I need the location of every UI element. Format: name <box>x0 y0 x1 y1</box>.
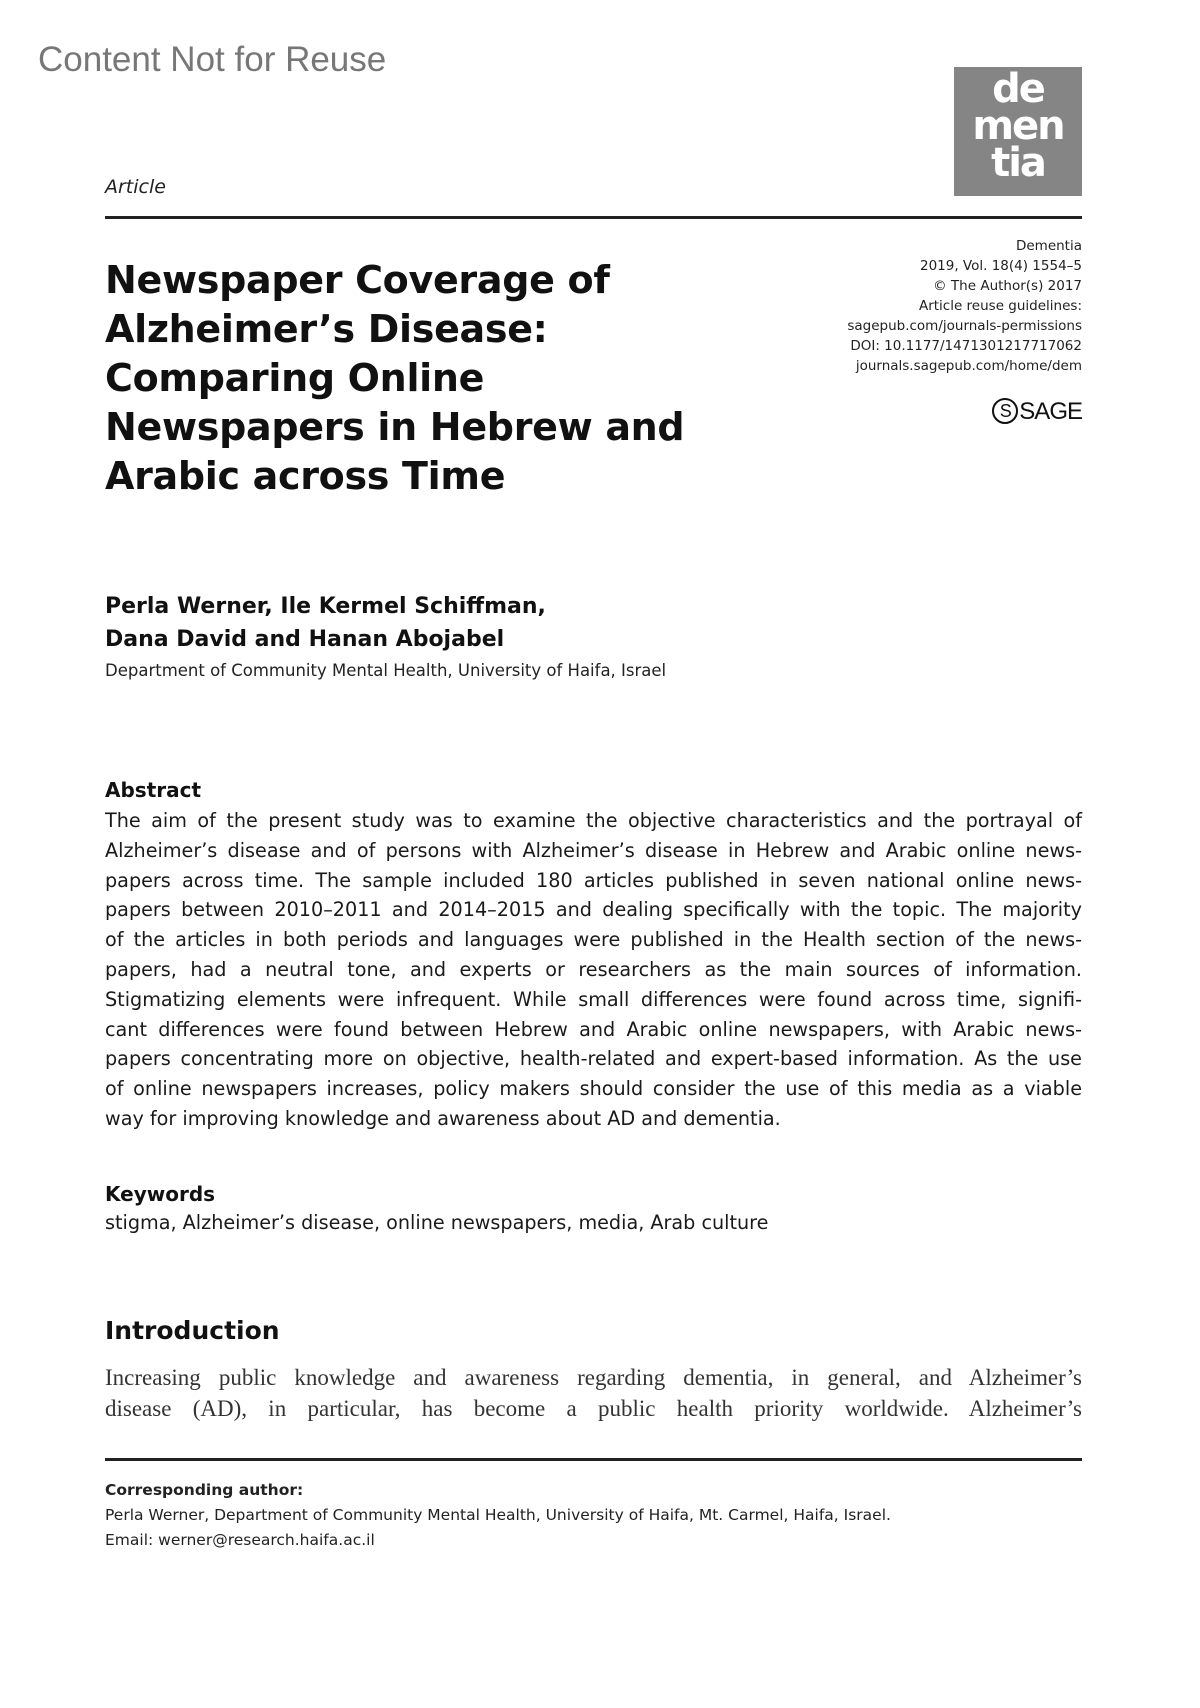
journal-homepage-link[interactable]: journals.sagepub.com/home/dem <box>855 358 1082 374</box>
abstract-line: papers, had a neutral tone, and experts or researchers as the main sources of information. <box>105 957 1082 981</box>
intro-line: Increasing public knowledge and awareness regarding dementia, in general, and Alzheimer’s <box>105 1365 1082 1390</box>
title-line: Newspaper Coverage of <box>105 258 610 302</box>
sage-s-icon: S <box>992 398 1018 424</box>
abstract-line: of online newspapers increases, policy makers should consider the use of this media as a viable <box>105 1077 1082 1101</box>
abstract-line: Alzheimer’s disease and of persons with Alzheimer’s disease in Hebrew and Arabic online news- <box>105 838 1082 862</box>
title-line: Newspapers in Hebrew and <box>105 405 685 449</box>
volume-info: 2019, Vol. 18(4) 1554–5 <box>919 258 1082 274</box>
article-title <box>105 256 745 501</box>
corresponding-email[interactable]: Email: werner@research.haifa.ac.il <box>105 1531 375 1549</box>
introduction-body <box>105 1362 1082 1424</box>
abstract-line: of the articles in both periods and languages were published in the Health section of the news- <box>105 928 1082 952</box>
footnote-divider <box>105 1458 1082 1461</box>
intro-line: disease (AD), in particular, has become a public health priority worldwide. Alzheimer’s <box>105 1396 1082 1421</box>
title-line: Comparing Online <box>105 356 485 400</box>
abstract-line: cant differences were found between Hebrew and Arabic online newspapers, with Arabic news- <box>105 1017 1082 1041</box>
journal-metadata <box>847 236 1082 376</box>
sage-logo <box>992 398 1082 426</box>
abstract-line: papers across time. The sample included 180 articles published in seven national online news- <box>105 868 1082 892</box>
journal-name: Dementia <box>1015 238 1082 254</box>
logo-line: men <box>972 103 1064 149</box>
abstract-line: Stigmatizing elements were infrequent. While small differences were found across time, signifi- <box>105 987 1082 1011</box>
authors-line: Dana David and Hanan Abojabel <box>105 627 505 652</box>
abstract-line: way for improving knowledge and awareness about AD and dementia. <box>105 1106 781 1130</box>
author-list <box>105 590 546 656</box>
keywords-list: stigma, Alzheimer’s disease, online newspapers, media, Arab culture <box>105 1211 769 1234</box>
logo-line: tia <box>991 140 1045 186</box>
article-type-label: Article <box>105 176 166 198</box>
authors-line: Perla Werner, Ile Kermel Schiffman, <box>105 594 546 619</box>
introduction-heading: Introduction <box>105 1316 280 1345</box>
title-line: Arabic across Time <box>105 454 506 498</box>
abstract-line: papers between 2010–2011 and 2014–2015 and dealing specifically with the topic. The majority <box>105 898 1082 922</box>
corresponding-address: Perla Werner, Department of Community Mental Health, University of Haifa, Mt. Carmel, Haifa, Israel. <box>105 1506 891 1524</box>
keywords-heading: Keywords <box>105 1182 216 1206</box>
doi[interactable]: DOI: 10.1177/1471301217717062 <box>850 338 1082 354</box>
abstract-line: The aim of the present study was to examine the objective characteristics and the portrayal of <box>105 809 1082 832</box>
publisher-name: SAGE <box>1019 398 1082 425</box>
journal-logo <box>954 67 1082 196</box>
header-divider <box>105 216 1082 219</box>
logo-line: de <box>992 66 1044 112</box>
reuse-label: Article reuse guidelines: <box>918 298 1082 314</box>
title-line: Alzheimer’s Disease: <box>105 307 548 351</box>
abstract-heading: Abstract <box>105 778 202 802</box>
corresponding-author <box>105 1478 891 1553</box>
corresponding-heading: Corresponding author: <box>105 1481 304 1499</box>
watermark: Content Not for Reuse <box>38 40 387 79</box>
abstract-body <box>105 806 1082 1134</box>
permissions-link[interactable]: sagepub.com/journals-permissions <box>847 318 1082 334</box>
abstract-line: papers concentrating more on objective, health-related and expert-based information. As the use <box>105 1047 1082 1071</box>
copyright: © The Author(s) 2017 <box>933 278 1082 294</box>
affiliation: Department of Community Mental Health, University of Haifa, Israel <box>105 661 667 680</box>
